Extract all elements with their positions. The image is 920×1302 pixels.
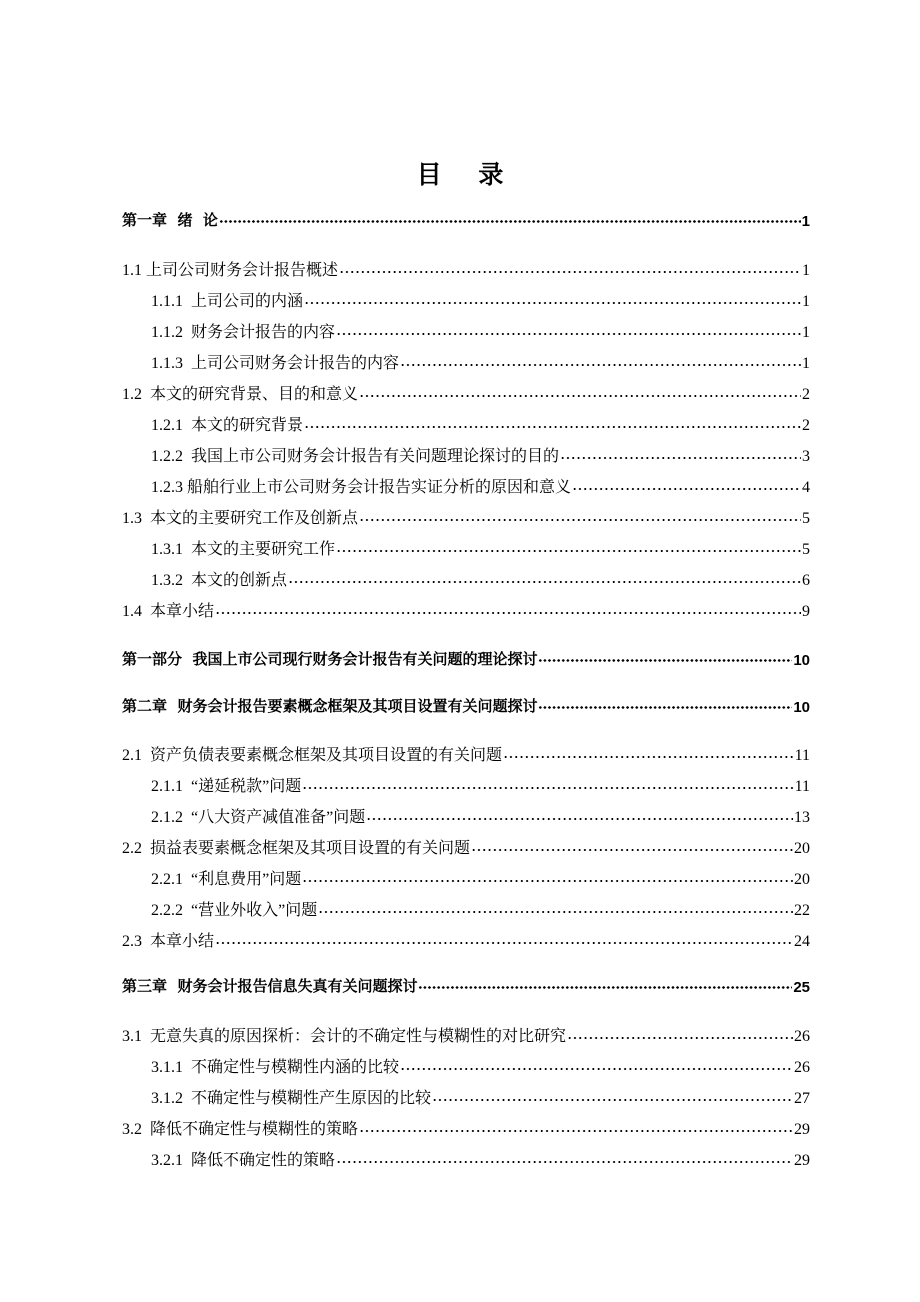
toc-entry-page-number: 24: [794, 933, 810, 950]
toc-entry-label: 第三章 财务会计报告信息失真有关问题探讨: [122, 977, 418, 995]
dot-leader: [304, 409, 801, 435]
toc-entry-page-number: 20: [794, 871, 810, 888]
toc-entry-page-number: 11: [794, 778, 810, 795]
dot-leader: [418, 970, 792, 996]
toc-entry-page-number: 13: [794, 809, 810, 826]
dot-leader: [219, 204, 801, 230]
dot-leader: [359, 502, 801, 528]
dot-leader: [400, 347, 801, 373]
toc-entry-label: 3.1.1 不确定性与模糊性内涵的比较: [151, 1059, 400, 1076]
dot-leader: [336, 1144, 793, 1170]
toc-title: 目 录: [416, 160, 518, 189]
toc-entry-page-number: 5: [802, 541, 810, 558]
toc-entry-label: 3.1 无意失真的原因探析：会计的不确定性与模糊性的对比研究: [122, 1028, 567, 1045]
toc-subsection-entry[interactable]: [151, 471, 810, 497]
toc-entry-page-number: 29: [794, 1152, 810, 1169]
toc-entry-label: 1.1.2 财务会计报告的内容: [151, 324, 336, 341]
toc-entry-label: 2.2 损益表要素概念框架及其项目设置的有关问题: [122, 840, 471, 857]
toc-entry-label: 2.1.2 “八大资产减值准备”问题: [151, 809, 366, 826]
toc-section-entry[interactable]: [122, 595, 810, 621]
dot-leader: [538, 643, 792, 669]
toc-entry-label: 第一章 绪 论: [122, 211, 218, 229]
toc-entry-label: 2.3 本章小结: [122, 933, 215, 950]
toc-entry-page-number: 10: [793, 652, 810, 669]
toc-entry-label: 1.2.3 船舶行业上市公司财务会计报告实证分析的原因和意义: [151, 479, 572, 496]
toc-entry-label: 3.2.1 降低不确定性的策略: [151, 1152, 336, 1169]
dot-leader: [471, 832, 793, 858]
toc-chapter-entry[interactable]: [122, 643, 810, 669]
dot-leader: [288, 564, 801, 590]
dot-leader: [359, 378, 801, 404]
dot-leader: [339, 254, 801, 280]
toc-chapter-entry[interactable]: [122, 970, 810, 996]
toc-entry-label: 第二章 财务会计报告要素概念框架及其项目设置有关问题探讨: [122, 697, 538, 715]
toc-entry-page-number: 2: [802, 417, 810, 434]
dot-leader: [538, 690, 792, 716]
toc-entry-label: 2.2.2 “营业外收入”问题: [151, 902, 318, 919]
dot-leader: [567, 1020, 793, 1046]
dot-leader: [366, 801, 793, 827]
toc-entry-label: 第一部分 我国上市公司现行财务会计报告有关问题的理论探讨: [122, 650, 538, 668]
toc-entry-label: 1.4 本章小结: [122, 603, 215, 620]
toc-entry-page-number: 1: [802, 355, 810, 372]
toc-subsection-entry[interactable]: [151, 347, 810, 373]
toc-subsection-entry[interactable]: [151, 1051, 810, 1077]
toc-subsection-entry[interactable]: [151, 409, 810, 435]
toc-entry-label: 1.1 上司公司财务会计报告概述: [122, 262, 339, 279]
toc-section-entry[interactable]: [122, 1020, 810, 1046]
toc-section-entry[interactable]: [122, 832, 810, 858]
toc-entry-page-number: 26: [794, 1059, 810, 1076]
dot-leader: [432, 1082, 793, 1108]
toc-chapter-entry[interactable]: [122, 204, 810, 230]
toc-entry-page-number: 1: [802, 262, 810, 279]
toc-subsection-entry[interactable]: [151, 440, 810, 466]
toc-section-entry[interactable]: [122, 925, 810, 951]
toc-entry-label: 1.3.1 本文的主要研究工作: [151, 541, 336, 558]
toc-entry-page-number: 6: [802, 572, 810, 589]
toc-entry-page-number: 2: [802, 386, 810, 403]
toc-entry-page-number: 9: [802, 603, 810, 620]
toc-subsection-entry[interactable]: [151, 894, 810, 920]
toc-entry-page-number: 11: [794, 747, 810, 764]
toc-entry-label: 2.2.1 “利息费用”问题: [151, 871, 302, 888]
toc-subsection-entry[interactable]: [151, 801, 810, 827]
toc-entry-label: 1.2 本文的研究背景、目的和意义: [122, 386, 359, 403]
toc-subsection-entry[interactable]: [151, 316, 810, 342]
toc-subsection-entry[interactable]: [151, 1082, 810, 1108]
toc-entry-page-number: 20: [794, 840, 810, 857]
toc-entry-label: 1.1.3 上司公司财务会计报告的内容: [151, 355, 400, 372]
toc-entry-page-number: 25: [793, 979, 810, 996]
toc-entry-label: 1.3 本文的主要研究工作及创新点: [122, 510, 359, 527]
toc-subsection-entry[interactable]: [151, 1144, 810, 1170]
toc-entry-label: 3.1.2 不确定性与模糊性产生原因的比较: [151, 1090, 432, 1107]
toc-subsection-entry[interactable]: [151, 533, 810, 559]
toc-entry-label: 1.3.2 本文的创新点: [151, 572, 288, 589]
toc-chapter-entry[interactable]: [122, 690, 810, 716]
toc-section-entry[interactable]: [122, 739, 810, 765]
dot-leader: [302, 770, 793, 796]
dot-leader: [215, 595, 801, 621]
dot-leader: [503, 739, 794, 765]
dot-leader: [336, 533, 801, 559]
toc-entry-label: 3.2 降低不确定性与模糊性的策略: [122, 1121, 359, 1138]
dot-leader: [572, 471, 801, 497]
toc-section-entry[interactable]: [122, 254, 810, 280]
toc-subsection-entry[interactable]: [151, 863, 810, 889]
toc-subsection-entry[interactable]: [151, 564, 810, 590]
toc-section-entry[interactable]: [122, 1113, 810, 1139]
toc-entry-page-number: 5: [802, 510, 810, 527]
toc-entry-label: 1.1.1 上司公司的内涵: [151, 293, 304, 310]
toc-entry-page-number: 29: [794, 1121, 810, 1138]
toc-entry-label: 2.1.1 “递延税款”问题: [151, 778, 302, 795]
toc-entry-page-number: 1: [802, 324, 810, 341]
toc-section-entry[interactable]: [122, 502, 810, 528]
dot-leader: [560, 440, 801, 466]
dot-leader: [304, 285, 801, 311]
toc-subsection-entry[interactable]: [151, 770, 810, 796]
toc-entry-page-number: 1: [802, 293, 810, 310]
toc-subsection-entry[interactable]: [151, 285, 810, 311]
toc-entry-label: 2.1 资产负债表要素概念框架及其项目设置的有关问题: [122, 747, 503, 764]
dot-leader: [318, 894, 793, 920]
toc-entry-page-number: 10: [793, 699, 810, 716]
dot-leader: [336, 316, 801, 342]
dot-leader: [359, 1113, 793, 1139]
toc-entry-label: 1.2.1 本文的研究背景: [151, 417, 304, 434]
toc-entry-page-number: 26: [794, 1028, 810, 1045]
dot-leader: [215, 925, 793, 951]
dot-leader: [302, 863, 793, 889]
toc-section-entry[interactable]: [122, 378, 810, 404]
toc-entry-page-number: 3: [802, 448, 810, 465]
toc-entry-page-number: 27: [794, 1090, 810, 1107]
toc-entry-page-number: 4: [802, 479, 810, 496]
toc-entry-page-number: 22: [794, 902, 810, 919]
dot-leader: [400, 1051, 793, 1077]
toc-entry-label: 1.2.2 我国上市公司财务会计报告有关问题理论探讨的目的: [151, 448, 560, 465]
toc-entry-page-number: 1: [801, 213, 810, 230]
